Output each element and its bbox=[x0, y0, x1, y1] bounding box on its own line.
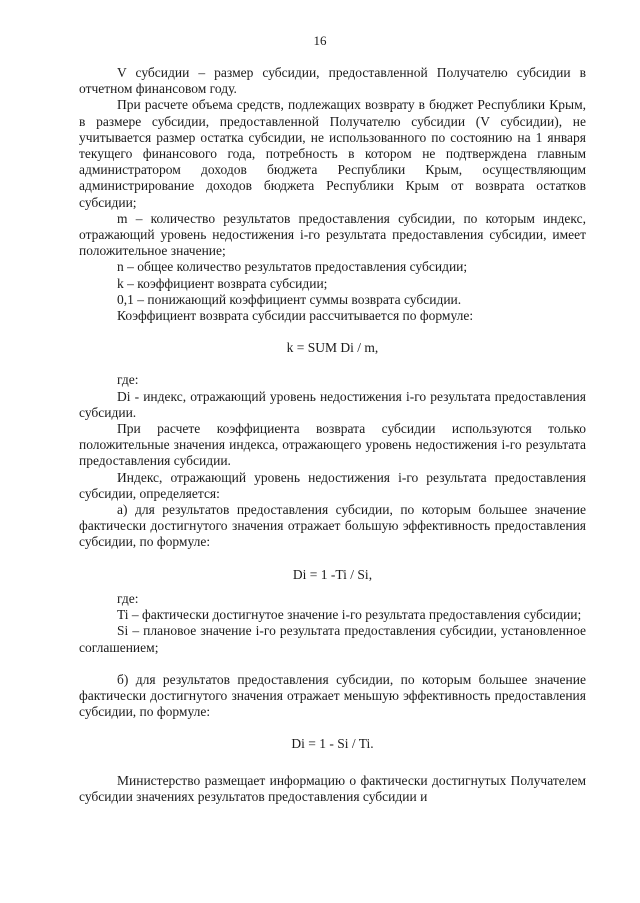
paragraph-case-a: а) для результатов предоставления субсидии, по которым большее значение фактически достигнутого значения отражает большую эффективность предоставления субсидии, по формуле: bbox=[79, 502, 586, 550]
paragraph-v-subsidy: V субсидии – размер субсидии, предоставленной Получателю субсидии в отчетном финансовом году. bbox=[79, 65, 586, 97]
line-k-definition: k – коэффициент возврата субсидии; bbox=[117, 275, 328, 291]
line-coefficient-definition: 0,1 – понижающий коэффициент суммы возврата субсидии. bbox=[117, 291, 462, 307]
line-n-definition: n – общее количество результатов предоставления субсидии; bbox=[117, 259, 468, 275]
paragraph-case-b: б) для результатов предоставления субсидии, по которым большее значение фактически достигнутого значения отражает меньшую эффективность предоставления субсидии, по формуле: bbox=[79, 671, 586, 720]
page-number: 16 bbox=[313, 33, 327, 48]
paragraph-ti-definition: Ti – фактически достигнутое значение i-го результата предоставления субсидии; bbox=[117, 607, 582, 623]
formula-di-a: Di = 1 -Ti / Si, bbox=[292, 566, 373, 582]
paragraph-ministry-info: Министерство размещает информацию о фактически достигнутых Получателем субсидии значениях результатов предоставления субсидии и bbox=[79, 772, 586, 804]
formula-di-b: Di = 1 - Si / Ti. bbox=[291, 736, 374, 752]
where-label-2: где: bbox=[117, 590, 139, 606]
paragraph-positive-values: При расчете коэффициента возврата субсидии используются только положительные значения индекса, отражающего уровень недостижения i-го результата предоставления субсидии. bbox=[79, 421, 586, 469]
formula-k: k = SUM Di / m, bbox=[286, 340, 379, 356]
document-body bbox=[79, 65, 586, 805]
paragraph-di-definition: Di - индекс, отражающий уровень недостижения i-го результата предоставления субсидии. bbox=[79, 388, 586, 420]
where-label-1: где: bbox=[117, 372, 139, 388]
paragraph-index-determined: Индекс, отражающий уровень недостижения i-го результата предоставления субсидии, определяется: bbox=[79, 469, 586, 501]
paragraph-si-definition: Si – плановое значение i-го результата предоставления субсидии, установленное соглашением; bbox=[79, 623, 586, 655]
paragraph-calculation-note: При расчете объема средств, подлежащих возврату в бюджет Республики Крым, в размере субсидии, предоставленной Получателю субсидии (V субсидии), не учитывается размер остатка субсидии, не использованного по состоянию на 1 января текущего финансового года, потребность в котором не подтверждена главным администратором доходов бюджета Республики Крым, осуществляющим администрирование доходов бюджета Республики Крым от возврата остатков субсидии; bbox=[79, 97, 586, 210]
line-formula-intro: Коэффициент возврата субсидии рассчитывается по формуле: bbox=[117, 308, 474, 324]
paragraph-m-definition: m – количество результатов предоставления субсидии, по которым индекс, отражающий уровень недостижения i-го результата предоставления субсидии, имеет положительное значение; bbox=[79, 210, 586, 259]
